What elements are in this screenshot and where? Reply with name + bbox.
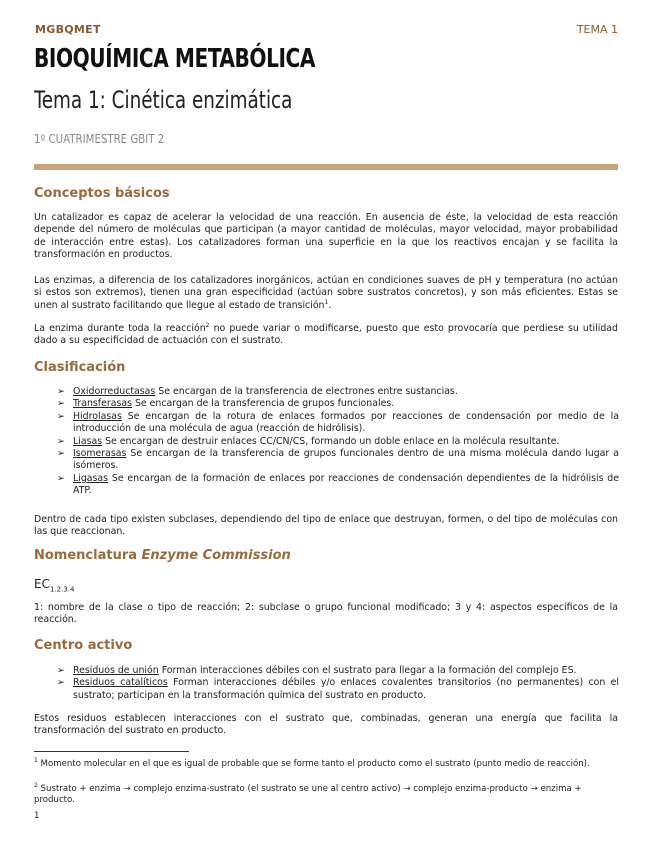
document-code: MGBQMET [35, 23, 101, 36]
document-subtitle: Tema 1: Cinética enzimática [34, 86, 293, 114]
section-heading-conceptos: Conceptos básicos [34, 186, 170, 201]
paragraph-conceptos-3: La enzima durante toda la reacción$^2$ no puede variar o modificarse, puesto que esto provocaría que perdiese su utilidad dado a su especificidad de actuación con el sustrato. [34, 321, 618, 347]
arrow-bullet-icon: ➢ [57, 665, 65, 676]
arrow-bullet-icon: ➢ [57, 410, 65, 422]
arrow-bullet-icon: ➢ [57, 472, 65, 484]
footnote-2: $^2$ Sustrato + enzima → complejo enzima-sustrato (el sustrato se une al centro activo) → complejo enzima-producto → enzima + producto. [34, 782, 582, 806]
list-item: ➢ Hidrolasas Se encargan de la rotura de enlaces formados por reacciones de condensación por medio de la introducción de una molécula de agua (reacción de hidrólisis). [57, 410, 619, 435]
list-item: ➢ Residuos catalíticos Forman interacciones débiles y/o enlaces covalentes transitorios (no permanentes) con el sustrato; participan en la transformación química del sustrato en producto. [57, 677, 619, 701]
paragraph-centro-activo: Estos residuos establecen interacciones con el sustrato que, combinadas, generan una energía que facilita la transformación del sustrato en producto. [34, 713, 618, 737]
paragraph-conceptos-1: Un catalizador es capaz de acelerar la velocidad de una reacción. En ausencia de éste, la velocidad de esta reacción depende del número de moléculas que participan (a mayor cantidad de moléculas, mayor velocidad, mayor probabilidad de interacción entre estas). Los catalizadores forman una superficie en la que los reactivos encajan y se facilita la transformación en productos. [34, 212, 618, 261]
paragraph-clasificacion: Dentro de cada tipo existen subclases, dependiendo del tipo de enlace que destruyan, formen, o del tipo de moléculas con las que reaccionan. [34, 514, 618, 538]
footnote-1: $^1$ Momento molecular en el que es igual de probable que se forme tanto el producto como el sustrato (punto medio de reacción). [34, 757, 590, 769]
arrow-bullet-icon: ➢ [57, 435, 65, 447]
course-label: 1º CUATRIMESTRE GBIT 2 [34, 132, 165, 146]
document-title: BIOQUÍMICA METABÓLICA [34, 44, 316, 74]
list-item: ➢ Oxidorreductasas Se encargan de la transferencia de electrones entre sustancias. [57, 386, 458, 397]
footnote-ref-2: 2 [205, 321, 210, 329]
arrow-bullet-icon: ➢ [57, 398, 65, 410]
paragraph-conceptos-2: Las enzimas, a diferencia de los catalizadores inorgánicos, actúan en condiciones suaves de pH y temperatura (no actúan si estos son extremos), tienen una gran especificidad (actúan sobre sustratos concretos), y son más eficientes. Estas se unen al sustrato facilitando que llegue al estado de transición$^1$. [34, 275, 618, 311]
ec-code: $EC_{1.2.3.4}$ [34, 577, 75, 594]
list-item: ➢ Ligasas Se encargan de la formación de enlaces por reacciones de condensación dependientes de la hidrólisis de ATP. [57, 472, 619, 497]
tema-label: TEMA 1 [576, 23, 618, 36]
section-heading-centro-activo: Centro activo [34, 638, 133, 653]
clasificacion-list [57, 386, 619, 498]
footnote-separator [34, 751, 189, 752]
list-item: ➢ Transferasas Se encargan de la transferencia de grupos funcionales. [57, 398, 395, 410]
page-number: 1 [34, 811, 40, 821]
paragraph-nomenclatura: 1: nombre de la clase o tipo de reacción; 2: subclase o grupo funcional modificado; 3 y 4: aspectos específicos de la reacción. [34, 602, 618, 626]
list-item: ➢ Residuos de unión Forman interacciones débiles con el sustrato para llegar a la formación del complejo ES. [57, 665, 577, 676]
centro-activo-list [57, 665, 619, 702]
section-heading-clasificacion: Clasificación [34, 360, 126, 375]
arrow-bullet-icon: ➢ [57, 386, 65, 397]
arrow-bullet-icon: ➢ [57, 677, 65, 689]
section-heading-nomenclatura: Nomenclatura Enzyme Commission [34, 548, 291, 563]
header-rule [34, 164, 618, 170]
arrow-bullet-icon: ➢ [57, 448, 65, 460]
list-item: ➢ Liasas Se encargan de destruir enlaces CC/CN/CS, formando un doble enlace en la molécula resultante. [57, 435, 560, 447]
list-item: ➢ Isomerasas Se encargan de la transferencia de grupos funcionales dentro de una misma molécula dando lugar a isómeros. [57, 448, 619, 472]
footnote-ref-1: 1 [324, 298, 329, 306]
